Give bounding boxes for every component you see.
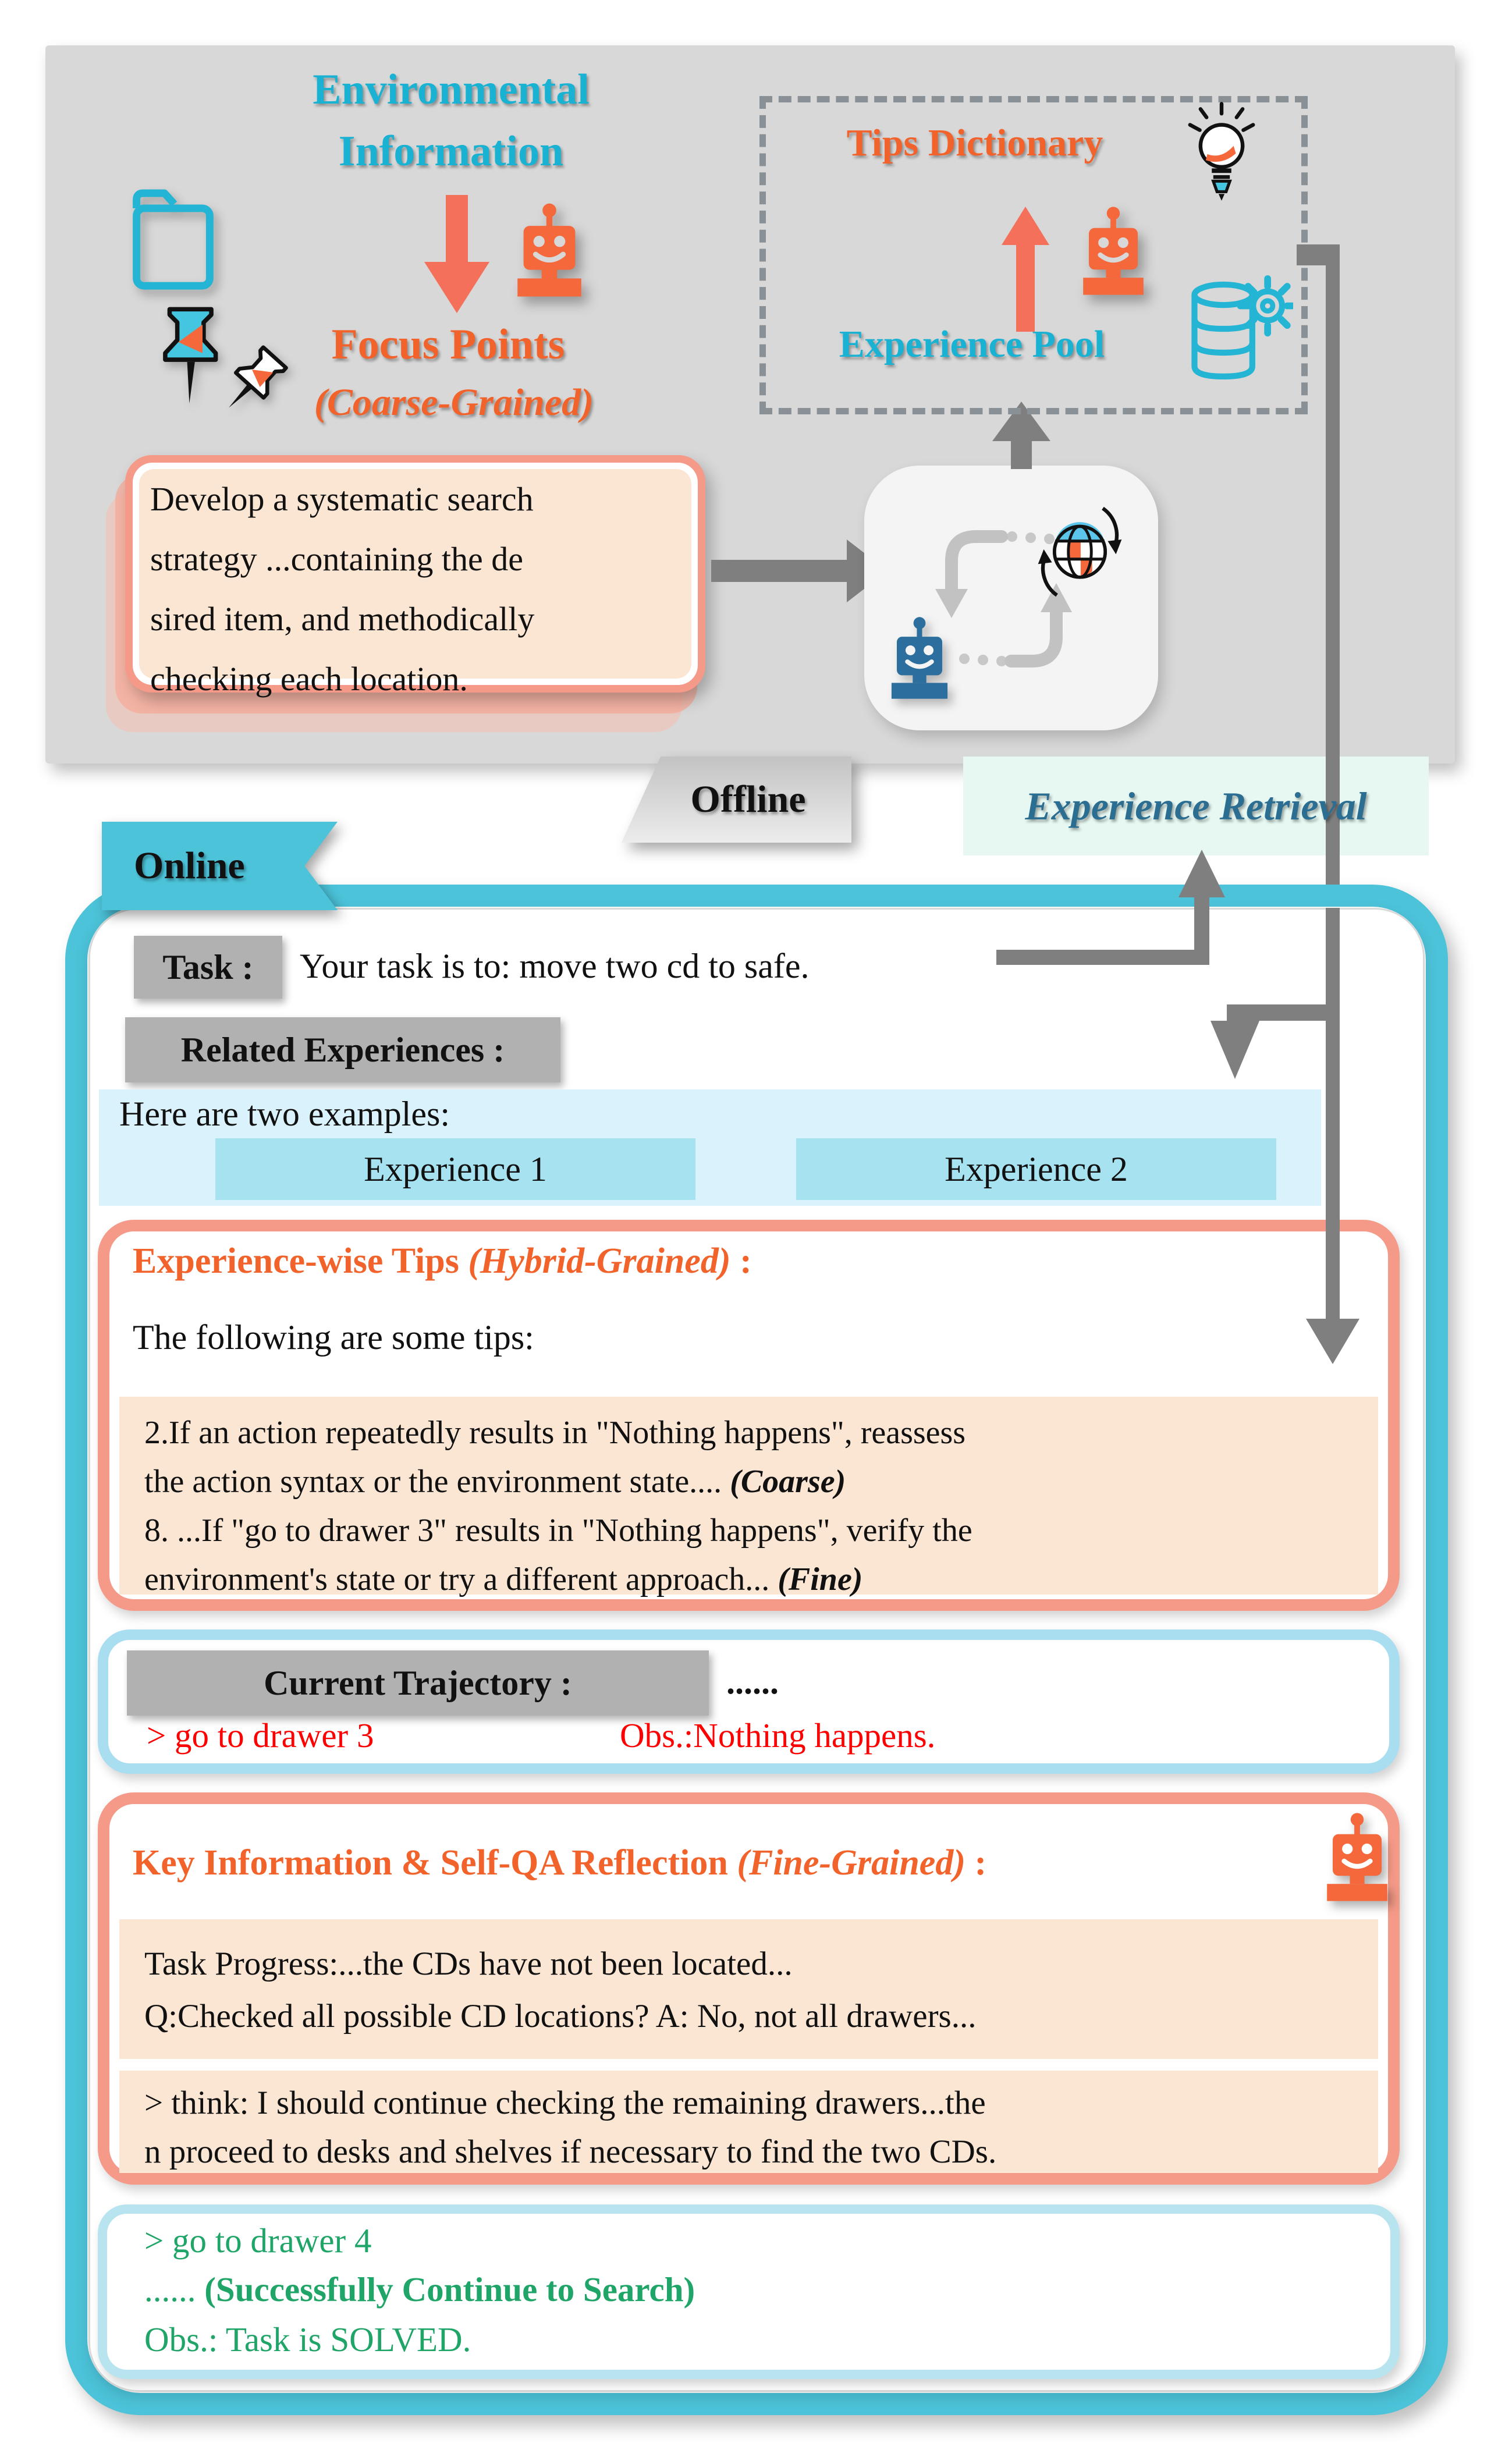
tips-dictionary-label: Tips Dictionary	[846, 122, 1103, 164]
task-chip	[134, 936, 282, 999]
tip-line: environment's state or try a different approach... (Fine)	[144, 1561, 863, 1597]
task-query-arrow-head	[1178, 850, 1225, 897]
experience-1-chip	[215, 1138, 695, 1200]
database-gear-icon	[1183, 272, 1293, 409]
experience-2-label: Experience 2	[945, 1149, 1128, 1188]
retrieval-line-lower	[1326, 908, 1340, 1320]
robot-icon	[882, 616, 957, 708]
retrieval-arrow-head-examples	[1211, 1021, 1259, 1079]
robot-icon	[1073, 205, 1154, 305]
down-arrow	[446, 195, 468, 264]
tip-line: 2.If an action repeatedly results in "Nothing happens", reassess	[144, 1415, 966, 1451]
offline-banner	[622, 757, 851, 843]
result-obs: Obs.: Task is SOLVED.	[144, 2320, 471, 2359]
card-to-cycle-arrow	[711, 560, 847, 582]
related-experiences-label: Related Experiences :	[180, 1030, 505, 1069]
trajectory-obs: Obs.:Nothing happens.	[620, 1716, 936, 1755]
lightbulb-icon	[1180, 94, 1263, 210]
tips-intro: The following are some tips:	[133, 1318, 534, 1357]
env-info-line2: Information	[338, 127, 564, 175]
robot-icon	[1316, 1809, 1398, 1913]
result-action: > go to drawer 4	[144, 2221, 372, 2260]
card-line: strategy ...containing the de	[150, 540, 524, 578]
focus-points-label: Focus Points	[331, 321, 565, 368]
experience-2-chip	[796, 1138, 1276, 1200]
trajectory-dots: ......	[726, 1663, 779, 1701]
task-query-connector-v	[1194, 895, 1209, 965]
experience-pool-label: Experience Pool	[839, 323, 1105, 365]
reflection-header-colon: :	[965, 1843, 987, 1883]
trajectory-label: Current Trajectory :	[264, 1663, 572, 1702]
tip-line: the action syntax or the environment state.... (Coarse)	[144, 1464, 846, 1500]
offline-banner-label: Offline	[690, 778, 806, 821]
reflection-line: > think: I should continue checking the remaining drawers...the	[144, 2085, 986, 2121]
focus-points-grain-label: (Coarse-Grained)	[314, 381, 594, 424]
card-line: Develop a systematic search	[150, 480, 534, 518]
task-query-connector-h	[996, 950, 1197, 965]
reflection-think-text	[144, 2079, 996, 2177]
tip-grain-tag: (Fine)	[778, 1561, 863, 1597]
result-continue: ...... (Successfully Continue to Search)	[144, 2270, 695, 2309]
tips-header-main: Experience-wise Tips	[133, 1241, 468, 1281]
online-banner	[102, 822, 338, 910]
trajectory-chip	[127, 1650, 709, 1716]
env-info-line1: Environmental	[313, 66, 590, 113]
retrieval-branch-h	[1227, 1004, 1340, 1021]
reflection-header-main: Key Information & Self-QA Reflection	[133, 1843, 737, 1883]
tip-grain-tag: (Coarse)	[730, 1464, 846, 1500]
card-line: sired item, and methodically	[150, 600, 535, 638]
tips-header-grain: (Hybrid-Grained)	[468, 1241, 731, 1281]
folder-icon	[119, 172, 227, 308]
experience-1-label: Experience 1	[364, 1149, 547, 1188]
reflection-header-grain: (Fine-Grained)	[737, 1843, 965, 1883]
tips-content-text	[144, 1408, 972, 1604]
task-chip-label: Task :	[162, 947, 254, 986]
trajectory-action: > go to drawer 3	[147, 1716, 374, 1755]
related-experiences-chip	[125, 1017, 560, 1082]
pool-up-arrow-head	[1002, 207, 1049, 245]
task-text: Your task is to: move two cd to safe.	[300, 947, 810, 985]
reflection-qa-text	[144, 1938, 976, 2043]
card-line: checking each location.	[150, 660, 468, 698]
tip-line: 8. ...If "go to drawer 3" results in "Nothing happens", verify the	[144, 1513, 972, 1549]
tips-header	[133, 1241, 752, 1282]
pool-up-arrow	[1016, 243, 1035, 332]
experience-retrieval-label: Experience Retrieval	[1025, 784, 1367, 828]
cycle-to-pool-arrow	[1011, 440, 1032, 469]
globe-sync-icon	[1035, 490, 1125, 615]
reflection-line: Task Progress:...the CDs have not been located...	[144, 1945, 793, 1982]
down-arrow-head	[424, 262, 489, 313]
focus-card-text	[150, 469, 534, 709]
tips-header-colon: :	[730, 1241, 752, 1281]
robot-icon	[506, 203, 592, 306]
reflection-line: Q:Checked all possible CD locations? A: No, not all drawers...	[144, 1998, 977, 2035]
examples-intro: Here are two examples:	[119, 1095, 450, 1133]
reflection-header	[133, 1842, 986, 1884]
result-continue-bold: (Successfully Continue to Search)	[204, 2270, 695, 2309]
online-banner-label: Online	[134, 844, 245, 887]
reflection-line: n proceed to desks and shelves if necessary to find the two CDs.	[144, 2133, 997, 2170]
retrieval-arrow-head-tips	[1306, 1319, 1359, 1364]
